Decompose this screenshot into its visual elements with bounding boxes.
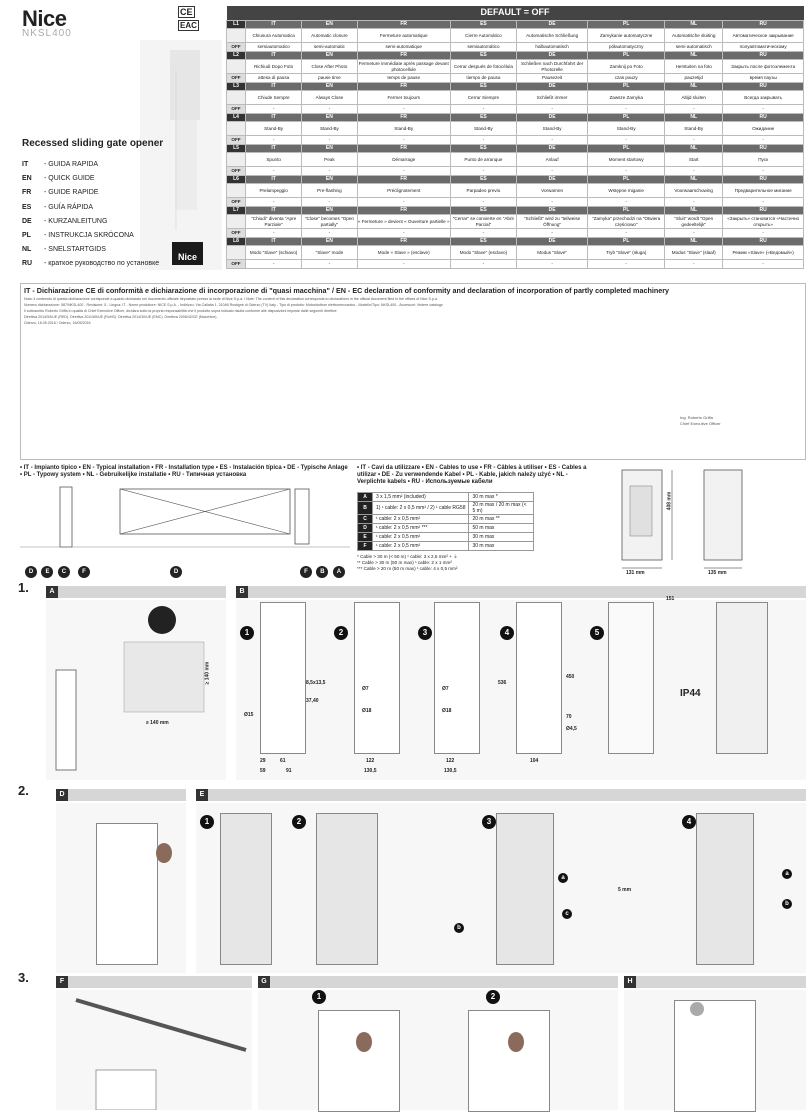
sub-step: 3 (482, 815, 496, 829)
sub-step: 1 (240, 626, 254, 640)
table-row: OFF - - - - - - - - (227, 260, 804, 269)
pillar-drawing (260, 602, 306, 754)
panel-g-drawing (258, 990, 618, 1110)
table-row: OFF attesa di pausa pause time temps de pause tiempo de pausa Pausezeit czas pauzy pauzetijd время паузы (227, 74, 804, 83)
dim-label: ≥ 140 mm (204, 661, 211, 685)
dim-label: 122 (446, 758, 455, 764)
panel-label: G (258, 976, 270, 988)
dim-label: 5 mm (618, 887, 632, 893)
table-row: Chiusura Automatica Automatic closure Fermeture automatique Cierre Automático Automatische Schließung Zamykanie automatyczne Automatische sluiting Автоматическое закрывание (227, 29, 804, 43)
table-row: OFF - - - - - - - - (227, 229, 804, 238)
table-row: OFF - - - - - - - - (227, 198, 804, 207)
callout-letter: C (58, 566, 70, 578)
dim-label: 91 (286, 768, 292, 774)
declaration-text: Direttiva 2014/53/UE (RED). Direttiva 2011/65/UE (RoHS). Direttiva 2014/30/UE (EMC). Direttiva 2006/42/CE (Macchine). (24, 314, 218, 319)
panel-b-drawing (236, 596, 806, 780)
dim-label: Ø4,5 (566, 726, 577, 732)
language-item[interactable]: PL - INSTRUKCJA SKRÓCONA (22, 232, 134, 240)
table-row: Prelampeggio Pre-flashing Préclignotement Parpadeo previo Vorwarnen Wstępne miganie Voorwaarschuwing Предварительное мигание (227, 184, 804, 198)
language-item[interactable]: ES - GUÍA RÁPIDA (22, 203, 94, 211)
dim-label: 37,40 (306, 698, 319, 704)
dim-label: 104 (530, 758, 539, 764)
panel-h-drawing (624, 990, 806, 1110)
panel-label: H (624, 976, 636, 988)
table-row: Stand-By Stand-By Stand-By Stand-By Stand-By Stand-By Stand-By Ожидание (227, 122, 804, 136)
language-item[interactable]: RU - краткое руководство по установке (22, 260, 160, 268)
table-row: OFF semiautomatico semi-automatic semi-automatique semiautomático halbautomatisch półautomatyczny semi-automatisch полуавтоматическому (227, 43, 804, 52)
sub-step: 4 (682, 815, 696, 829)
callout: b (782, 899, 792, 909)
dim-label: 130,5 (364, 768, 377, 774)
dim-label: 59 (260, 768, 266, 774)
declaration-text: Il sottoscritto Roberto Griffa in qualità di Chief Executive Officer, dichiara sotto la propria responsabilità che il prodotto sopra indicato risulta conforme alle disposizioni imposte dalle seguenti direttive (24, 308, 337, 313)
language-item[interactable]: FR - GUIDE RAPIDE (22, 189, 99, 197)
callout-letter: D (170, 566, 182, 578)
lang-header-row: L2 IT EN FR ES DE PL NL RU (227, 52, 804, 60)
lang-header-row: L6 IT EN FR ES DE PL NL RU (227, 176, 804, 184)
table-row: OFF - - - - - - - - (227, 167, 804, 176)
dim-label: 130,5 (444, 768, 457, 774)
brand-logo: Nice (22, 6, 67, 31)
step-bar (624, 976, 806, 988)
dim-label: 151 (666, 596, 675, 602)
table-row: Modo "Slave" (schiavo) "Slave" mode Mode « Slave » (esclave) Modo "Slave" (esclavo) Modus "Slave" Tryb "Slave" (sługa) Modus "Slave" (slaaf) Режим «Slave» («Ведомый») (227, 246, 804, 260)
panel-label: F (56, 976, 68, 988)
sub-step: 2 (486, 990, 500, 1004)
table-row: "Chiudi" diventa "Apre Parziale" "Close" becomes "Open partially" « Fermeture » devient « Ouverture partielle » "Cerrar" se convierte en "Abrir Parcial" "Schließt" wird zu "teilweise Öffnung" "Zamyka" przechodzi na "Otwiera częściowo" "Sluit" wordt "Open gedeeltelijk" «Закрыть» становится «Частично открыть» (227, 215, 804, 229)
dim-label: 122 (366, 758, 375, 764)
table-row: B 1) ¹ cable: 2 x 0,5 mm² / 2) ¹ cable RG58 20 m max / 20 m max (< 5 m) (358, 502, 534, 515)
step-number: 1. (18, 580, 29, 595)
cable-notes: * Cable > 30 m (< 50 m) ¹ cable: 3 x 2,5 mm² + ⏚ ** Cable > 30 m (50 m max) ¹ cable: 2 x 1 mm² *** Cable > 20 m (50 m max) ¹ cable: 4 x 0,5 mm² (357, 554, 458, 571)
lang-header-row: L4 IT EN FR ES DE PL NL RU (227, 114, 804, 122)
cables-table (357, 492, 534, 551)
dim-label: Ø18 (362, 708, 372, 714)
product-subtitle: Recessed sliding gate opener (22, 138, 164, 149)
table-row: OFF - - - - - - - - (227, 105, 804, 114)
step-number: 2. (18, 783, 29, 798)
dim-label: Ø7 (362, 686, 369, 692)
dim-label: 450 (566, 674, 575, 680)
callout-letter: F (78, 566, 90, 578)
sub-step: 1 (200, 815, 214, 829)
language-item[interactable]: NL - SNELSTARTGIDS (22, 246, 106, 254)
lang-header-row: L1 IT EN FR ES DE PL NL RU (227, 21, 804, 29)
installation-drawing (20, 479, 350, 559)
pillar-drawing (516, 602, 562, 754)
table-row: C ¹ cable: 2 x 0,5 mm² 20 m max ** (358, 515, 534, 524)
step-number: 3. (18, 970, 29, 985)
table-row: F ¹ cable: 2 x 0,5 mm² 30 m max (358, 542, 534, 551)
panel-d-drawing (56, 803, 186, 973)
dim-label: Ø15 (244, 712, 254, 718)
nice-badge: Nice (172, 242, 203, 265)
table-row: Chiude Sempre Always Close Fermer toujours Cerrar Siempre Schließt immer Zawsze Zamyka Altijd sluiten Всегда закрывать (227, 91, 804, 105)
dim-label: 536 (498, 680, 507, 686)
step-bar (258, 976, 618, 988)
lang-header-row: L3 IT EN FR ES DE PL NL RU (227, 83, 804, 91)
panel-f-drawing (56, 990, 252, 1110)
callout-letter: D (25, 566, 37, 578)
pillar-drawing (354, 602, 400, 754)
lang-header-row: L7 IT EN FR ES DE PL NL RU (227, 207, 804, 215)
declaration-text: Oderzo, 16.05.2016 / Oderzo, 16/05/2016 (24, 320, 91, 325)
sub-step: 1 (312, 990, 326, 1004)
panel-e-drawing (196, 803, 806, 973)
panel-label: D (56, 789, 68, 801)
table-row: Richiudi Dopo Foto Close After Photo Fermeture immédiate après passage devant photocellule Cerrar después de fotocélula Schließen nach Durchfahrt der Photozelle Zamknij po Foto Herstuiten na foto Закрыть после фотоэлемента (227, 60, 804, 74)
cables-title: • IT - Cavi da utilizzare • EN - Cables to use • FR - Câbles à utiliser • ES - Cables a utilizar • DE - Zu verwendende Kabel • PL - Kable, jakich należy użyć • NL - Verplichte kabels • RU - Используемые кабели (357, 465, 587, 485)
dim-width-2: 135 mm (708, 570, 727, 576)
declaration-text: Numero dichiarazione: 587/NKSL400 - Revisione: 5 - Lingua: IT - Nome produttore: NICE S.p.A. - Indirizzo: Via Callalta 1, 31046 Rustignè di Oderzo (TV) Italy - Tipo di prodotto: Motoriduttore elettromeccanico - Modello/Tipo: NKSL400 - Accessori: Vedere catalogo (24, 302, 443, 307)
panel-label: E (196, 789, 208, 801)
language-item[interactable]: EN - QUICK GUIDE (22, 175, 95, 183)
sub-step: 2 (292, 815, 306, 829)
dim-label: 29 (260, 758, 266, 764)
install-title: • IT - Impianto tipico • EN - Typical installation • FR - Installation type • ES - Instalación típica • DE - Typische Anlage • PL - Typowy system • NL - Gebruikelijke installatie • RU - Типичная установка (20, 465, 348, 478)
table-row: D ¹ cable: 2 x 0,5 mm² *** 50 m max (358, 524, 534, 533)
dim-label: 61 (280, 758, 286, 764)
pillar-cover-drawing (716, 602, 768, 754)
dim-label: 8,5x13,5 (306, 680, 326, 686)
sub-step: 3 (418, 626, 432, 640)
language-list (22, 158, 159, 272)
table-row: E ¹ cable: 2 x 0,5 mm² 30 m max (358, 533, 534, 542)
language-item[interactable]: IT - GUIDA RAPIDA (22, 161, 99, 168)
lang-header-row: L5 IT EN FR ES DE PL NL RU (227, 145, 804, 153)
callout: a (558, 873, 568, 883)
typical-installation (20, 465, 350, 575)
motor-drawing (316, 813, 378, 965)
panel-label: A (46, 586, 58, 598)
cables-section (357, 465, 595, 572)
motor-drawing (696, 813, 754, 965)
callout-letter: F (300, 566, 312, 578)
eac-mark: EAC (180, 21, 197, 30)
ce-mark: CE (180, 7, 193, 17)
callout-letter: E (41, 566, 53, 578)
panel-a-drawing (46, 600, 226, 780)
cap-icon (156, 843, 172, 863)
language-item[interactable]: DE - KURZANLEITUNG (22, 217, 108, 225)
sub-step: 4 (500, 626, 514, 640)
cap-icon (508, 1032, 524, 1052)
table-row: OFF - - - - - - - - (227, 136, 804, 145)
panel-label: B (236, 586, 248, 598)
ce-declaration (20, 283, 806, 460)
cap-icon (690, 1002, 704, 1016)
table-row: A 3 x 1,5 mm² (included) 30 m max * (358, 493, 534, 502)
dim-height: 408 mm (666, 491, 673, 511)
dim-label: ≥ 140 mm (146, 720, 169, 726)
lang-header-row: L8 IT EN FR ES DE PL NL RU (227, 238, 804, 246)
step-bar (56, 789, 186, 801)
callout: a (782, 869, 792, 879)
callout-letter: B (316, 566, 328, 578)
callout-letter: A (333, 566, 345, 578)
motor-drawing (496, 813, 554, 965)
model-code: NKSL400 (22, 28, 72, 39)
sub-step: 2 (334, 626, 348, 640)
table-title: DEFAULT = OFF (227, 6, 804, 21)
step-bar (196, 789, 806, 801)
callout: c (562, 909, 572, 919)
dim-label: Ø7 (442, 686, 449, 692)
dim-width-1: 131 mm (626, 570, 645, 576)
cap-icon (356, 1032, 372, 1052)
dim-label: 70 (566, 714, 572, 720)
dim-label: Ø18 (442, 708, 452, 714)
function-table (226, 6, 804, 269)
declaration-text: Nota: il contenuto di questa dichiarazione corrisponde a quanto dichiarato nel documento ufficiale depositato presso la sede di Nice S.p.a. / Note: The content of this declaration corresponds to declarations in the official document filed in the offices of Nice S.p.a. (24, 297, 438, 301)
step-bar (236, 586, 806, 598)
dimensions-drawing (600, 468, 800, 578)
declaration-title: IT - Dichiarazione CE di conformità e dichiarazione di incorporazione di "quasi macchina" / EN - EC declaration of conformity and declaration of incorporation of partly completed machinery (24, 286, 670, 295)
pillar-drawing (434, 602, 480, 754)
motor-drawing (220, 813, 272, 965)
ip-rating: IP44 (680, 688, 701, 699)
step-bar (46, 586, 226, 598)
callout: b (454, 923, 464, 933)
signature-block: Ing. Roberto Griffa Chief Executive Officer (680, 415, 721, 426)
table-row: Spunto Peak Démarrage Punto de arranque Anlauf Moment startowy Start Пуск (227, 153, 804, 167)
pillar-cover-drawing (608, 602, 654, 754)
step-bar (56, 976, 252, 988)
sub-step: 5 (590, 626, 604, 640)
